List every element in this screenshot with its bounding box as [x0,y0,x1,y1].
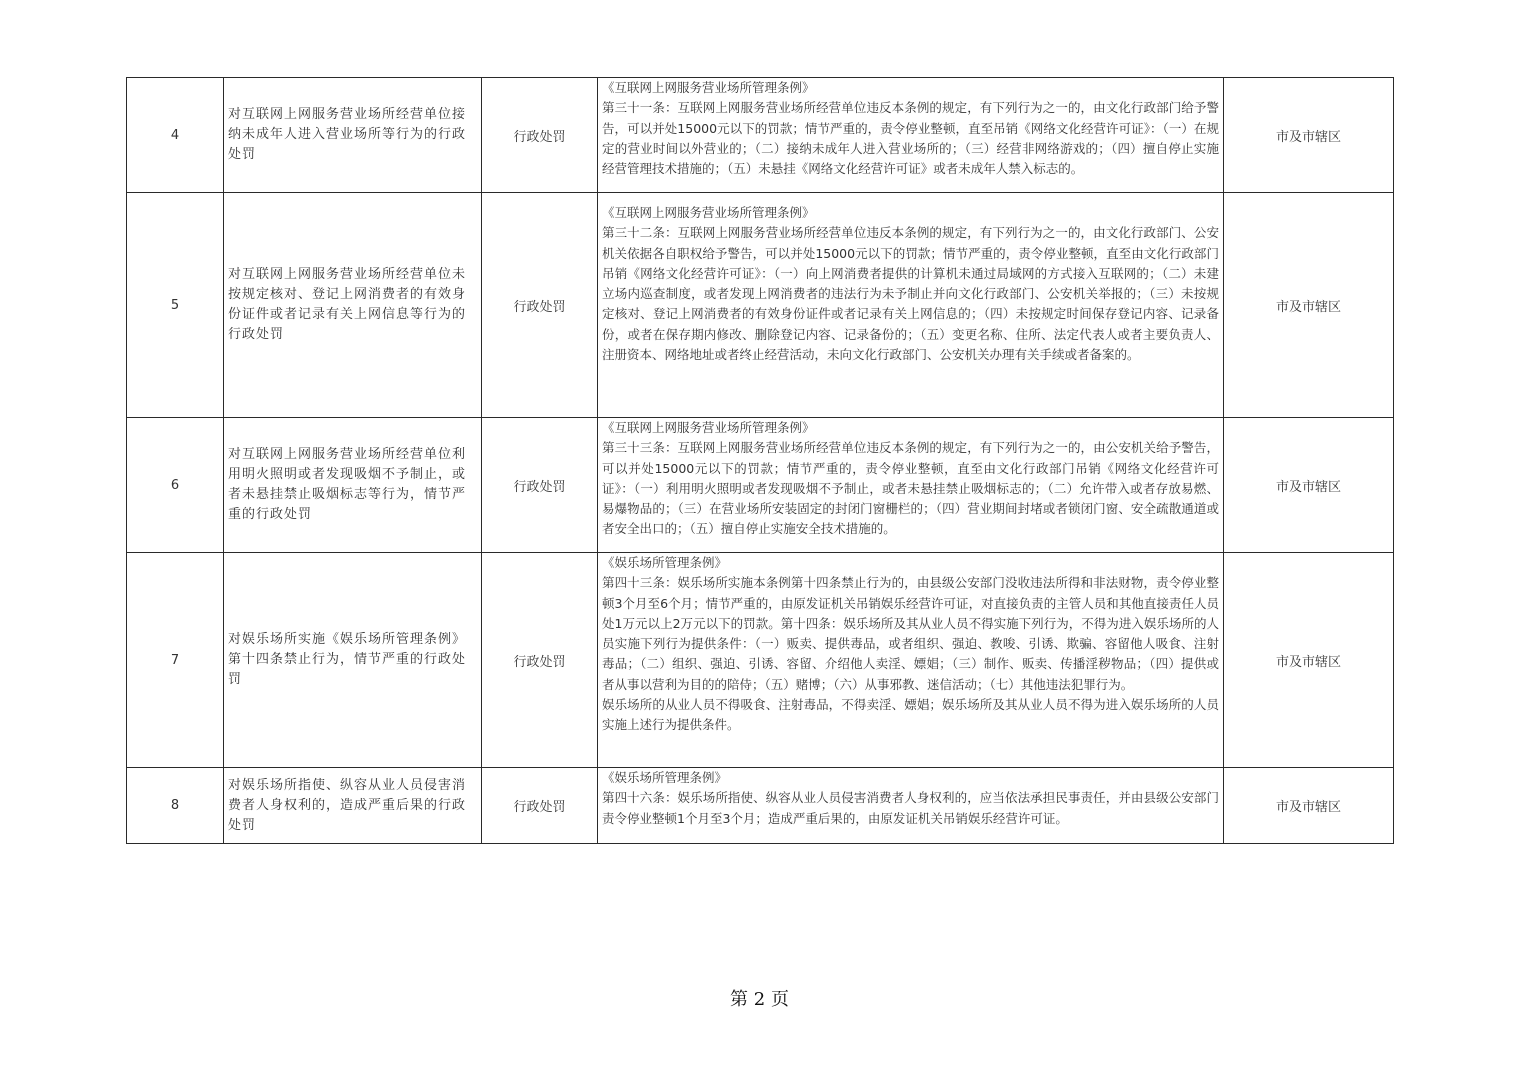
page-number: 第 2 页 [730,989,789,1010]
basis-title: 《互联网上网服务营业场所管理条例》 [602,420,815,435]
table-row [127,418,1394,553]
penalty-type: 行政处罚 [482,418,598,553]
basis-text: 第三十二条：互联网上网服务营业场所经营单位违反本条例的规定，有下列行为之一的，由文化行政部门、公安机关依据各自职权给予警告，可以并处15000元以下的罚款；情节严重的，责令停业整顿，直至由文化行政部门吊销《网络文化经营许可证》：（一）向上网消费者提供的计算机未通过局域网的方式接入互联网的；（二）未建立场内巡查制度，或者发现上网消费者的违法行为未予制止并向文化行政部门、公安机关举报的；（三）未按规定核对、登记上网消费者的有效身份证件或者记录有关上网信息的；（四）未按规定时间保存登记内容、记录备份，或者在保存期内修改、删除登记内容、记录备份的；（五）变更名称、住所、法定代表人或者主要负责人、注册资本、网络地址或者终止经营活动，未向文化行政部门、公安机关办理有关手续或者备案的。 [602,225,1219,363]
item-name: 对互联网上网服务营业场所经营单位接纳未成年人进入营业场所等行为的行政处罚 [224,78,482,193]
jurisdiction-level: 市及市辖区 [1224,78,1394,193]
legal-basis [598,418,1224,553]
basis-text: 第三十三条：互联网上网服务营业场所经营单位违反本条例的规定，有下列行为之一的，由公安机关给予警告，可以并处15000元以下的罚款；情节严重的，责令停业整顿，直至由文化行政部门吊销《网络文化经营许可证》：（一）利用明火照明或者发现吸烟不予制止，或者未悬挂禁止吸烟标志的；（二）允许带入或者存放易燃、易爆物品的；（三）在营业场所安装固定的封闭门窗栅栏的；（四）营业期间封堵或者锁闭门窗、安全疏散通道或者安全出口的；（五）擅自停止实施安全技术措施的。 [602,440,1219,537]
item-name: 对娱乐场所实施《娱乐场所管理条例》第十四条禁止行为，情节严重的行政处罚 [224,553,482,768]
legal-basis [598,553,1224,768]
penalty-type: 行政处罚 [482,78,598,193]
row-number: 6 [127,418,224,553]
item-name: 对互联网上网服务营业场所经营单位未按规定核对、登记上网消费者的有效身份证件或者记录有关上网信息等行为的行政处罚 [224,193,482,418]
basis-text-extra: 娱乐场所的从业人员不得吸食、注射毒品，不得卖淫、嫖娼；娱乐场所及其从业人员不得为进入娱乐场所的人员实施上述行为提供条件。 [602,697,1219,733]
item-name: 对互联网上网服务营业场所经营单位利用明火照明或者发现吸烟不予制止，或者未悬挂禁止吸烟标志等行为，情节严重的行政处罚 [224,418,482,553]
basis-title: 《互联网上网服务营业场所管理条例》 [602,80,815,95]
penalty-type: 行政处罚 [482,193,598,418]
jurisdiction-level: 市及市辖区 [1224,768,1394,844]
legal-basis [598,78,1224,193]
jurisdiction-level: 市及市辖区 [1224,418,1394,553]
row-number: 7 [127,553,224,768]
table-row [127,193,1394,418]
item-name: 对娱乐场所指使、纵容从业人员侵害消费者人身权利的，造成严重后果的行政处罚 [224,768,482,844]
row-number: 4 [127,78,224,193]
penalty-type: 行政处罚 [482,768,598,844]
basis-title: 《互联网上网服务营业场所管理条例》 [602,205,815,220]
jurisdiction-level: 市及市辖区 [1224,553,1394,768]
basis-title: 《娱乐场所管理条例》 [602,555,728,570]
table-row [127,78,1394,193]
penalty-type: 行政处罚 [482,553,598,768]
row-number: 8 [127,768,224,844]
basis-title: 《娱乐场所管理条例》 [602,770,728,785]
penalty-table [126,77,1394,844]
basis-text: 第四十三条：娱乐场所实施本条例第十四条禁止行为的，由县级公安部门没收违法所得和非法财物，责令停业整顿3个月至6个月；情节严重的，由原发证机关吊销娱乐经营许可证，对直接负责的主管人员和其他直接责任人员处1万元以上2万元以下的罚款。第十四条：娱乐场所及其从业人员不得实施下列行为，不得为进入娱乐场所的人员实施下列行为提供条件：（一）贩卖、提供毒品，或者组织、强迫、教唆、引诱、欺骗、容留他人吸食、注射毒品；（二）组织、强迫、引诱、容留、介绍他人卖淫、嫖娼；（三）制作、贩卖、传播淫秽物品；（四）提供或者从事以营利为目的的陪侍；（五）赌博；（六）从事邪教、迷信活动；（七）其他违法犯罪行为。 [602,575,1219,692]
legal-basis [598,193,1224,418]
table-row [127,768,1394,844]
legal-basis [598,768,1224,844]
basis-text: 第三十一条：互联网上网服务营业场所经营单位违反本条例的规定，有下列行为之一的，由文化行政部门给予警告，可以并处15000元以下的罚款；情节严重的，责令停业整顿，直至吊销《网络文化经营许可证》：（一）在规定的营业时间以外营业的；（二）接纳未成年人进入营业场所的；（三）经营非网络游戏的；（四）擅自停止实施经营管理技术措施的；（五）未悬挂《网络文化经营许可证》或者未成年人禁入标志的。 [602,100,1219,177]
table-row [127,553,1394,768]
basis-text: 第四十六条：娱乐场所指使、纵容从业人员侵害消费者人身权利的，应当依法承担民事责任，并由县级公安部门责令停业整顿1个月至3个月；造成严重后果的，由原发证机关吊销娱乐经营许可证。 [602,790,1219,826]
row-number: 5 [127,193,224,418]
jurisdiction-level: 市及市辖区 [1224,193,1394,418]
